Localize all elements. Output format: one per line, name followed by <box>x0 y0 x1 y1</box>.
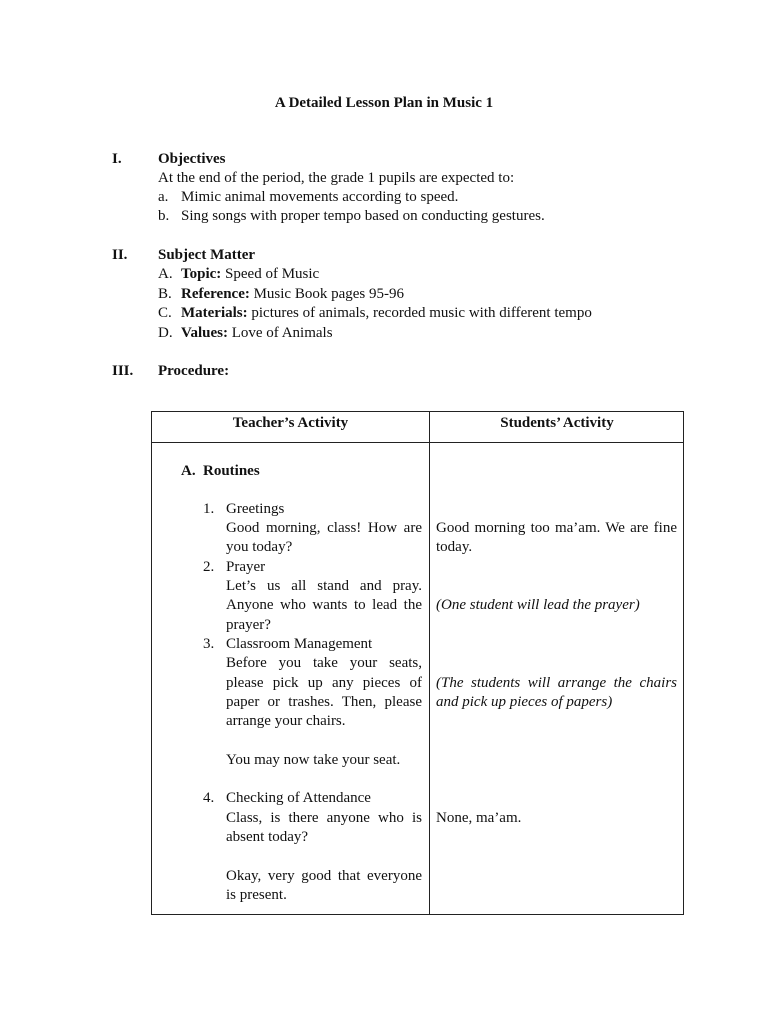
subject-label: Materials: <box>181 305 248 321</box>
table-header-divider <box>152 442 683 443</box>
section-numeral-objectives: I. <box>112 151 122 167</box>
teacher-line: Okay, very good that everyone <box>226 868 422 884</box>
student-line: and pick up pieces of papers) <box>436 694 613 710</box>
subject-item-values <box>181 324 333 343</box>
subject-item-topic <box>181 265 319 284</box>
section-numeral-subject-matter: II. <box>112 247 128 263</box>
teacher-activity-header: Teacher’s Activity <box>232 415 349 431</box>
step-title-prayer: Prayer <box>226 559 266 575</box>
objective-item: Sing songs with proper tempo based on conducting gestures. <box>181 208 545 224</box>
step-number: 3. <box>203 636 215 652</box>
student-line: Good morning too ma’am. We are fine <box>436 520 677 536</box>
teacher-line: Good morning, class! How are <box>226 520 422 536</box>
subject-value: Love of Animals <box>227 325 333 341</box>
subject-label: Values: <box>181 325 228 341</box>
subject-label: Topic: <box>181 266 222 282</box>
routines-heading: Routines <box>203 463 260 479</box>
subject-item-materials <box>181 304 592 323</box>
routines-marker: A. <box>181 463 196 479</box>
student-line: (One student will lead the prayer) <box>436 597 640 613</box>
teacher-line: paper or trashes. Then, please <box>226 694 422 710</box>
step-title-classroom-management: Classroom Management <box>226 636 373 652</box>
subject-marker: C. <box>158 305 172 321</box>
step-number: 4. <box>203 790 215 806</box>
step-title-greetings: Greetings <box>226 501 285 517</box>
teacher-line: You may now take your seat. <box>226 752 401 768</box>
subject-label: Reference: <box>181 286 250 302</box>
teacher-line: Before you take your seats, <box>226 655 422 671</box>
objective-item: Mimic animal movements according to speed. <box>181 189 459 205</box>
step-number: 1. <box>203 501 215 517</box>
teacher-line: please pick up any pieces of <box>226 675 422 691</box>
subject-item-reference <box>181 285 404 304</box>
teacher-line: you today? <box>226 539 293 555</box>
subject-marker: D. <box>158 325 173 341</box>
teacher-line: absent today? <box>226 829 309 845</box>
subject-marker: B. <box>158 286 172 302</box>
objective-marker: b. <box>158 208 170 224</box>
student-line: (The students will arrange the chairs <box>436 675 677 691</box>
subject-value: Speed of Music <box>221 266 320 282</box>
student-line: None, ma’am. <box>436 810 522 826</box>
subject-value: pictures of animals, recorded music with different tempo <box>247 305 592 321</box>
subject-matter-heading: Subject Matter <box>158 247 256 263</box>
teacher-line: Class, is there anyone who is <box>226 810 422 826</box>
teacher-line: prayer? <box>226 617 271 633</box>
teacher-line: arrange your chairs. <box>226 713 346 729</box>
teacher-line: Anyone who wants to lead the <box>226 597 422 613</box>
step-number: 2. <box>203 559 215 575</box>
students-activity-header: Students’ Activity <box>500 415 614 431</box>
student-line: today. <box>436 539 473 555</box>
objectives-heading: Objectives <box>158 151 226 167</box>
table-column-divider <box>429 412 430 914</box>
procedure-table <box>151 411 684 915</box>
document-title: A Detailed Lesson Plan in Music 1 <box>274 95 494 111</box>
subject-value: Music Book pages 95-96 <box>249 286 404 302</box>
section-numeral-procedure: III. <box>112 363 134 379</box>
teacher-line: Let’s us all stand and pray. <box>226 578 422 594</box>
objectives-intro: At the end of the period, the grade 1 pupils are expected to: <box>158 170 515 186</box>
objective-marker: a. <box>158 189 169 205</box>
teacher-line: is present. <box>226 887 287 903</box>
procedure-heading: Procedure: <box>158 363 230 379</box>
step-title-checking-of-attendance: Checking of Attendance <box>226 790 371 806</box>
subject-marker: A. <box>158 266 173 282</box>
